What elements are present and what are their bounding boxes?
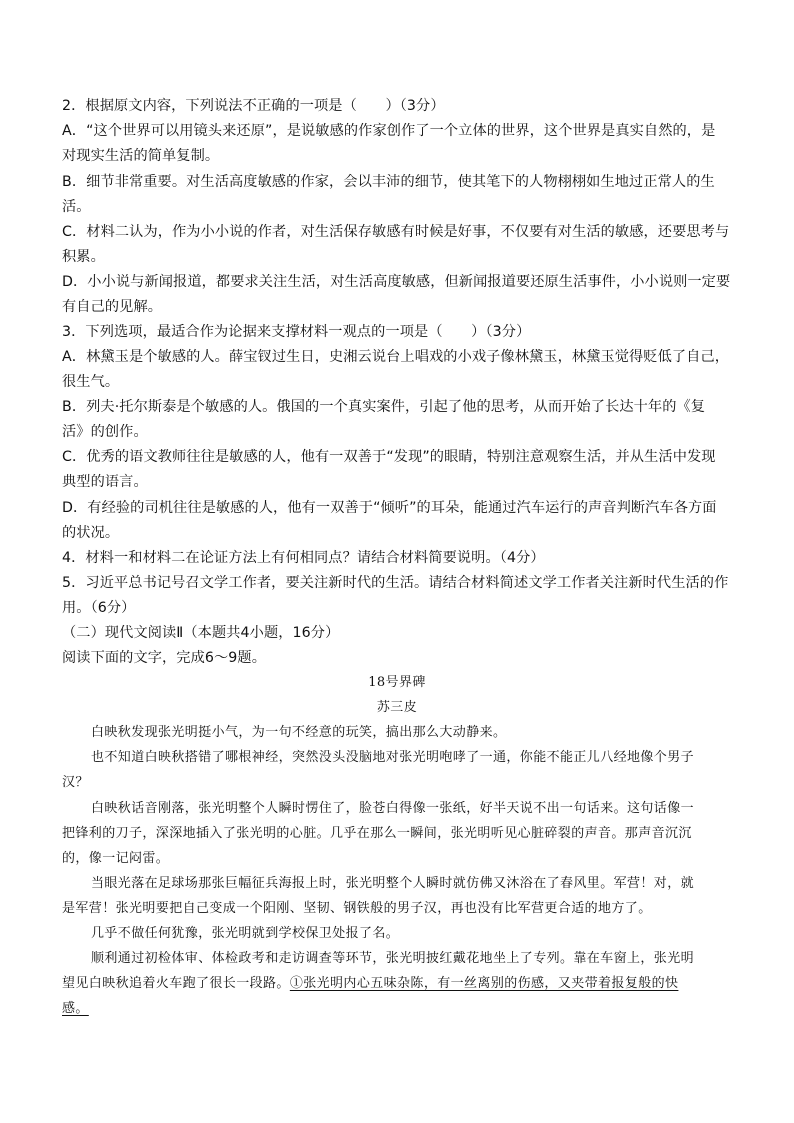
question-3-option-d: D．有经验的司机往往是敏感的人，他有一双善于“倾听”的耳朵，能通过汽车运行的声音判断汽车各方面 xyxy=(62,500,717,516)
story-title: 18号界碑 xyxy=(368,675,426,690)
question-2-option-d-cont: 有自己的见解。 xyxy=(62,299,163,315)
underlined-sentence-1: ①张光明内心五味杂陈，有一丝离别的伤感，又夹带着报复般的快 xyxy=(289,976,679,991)
question-3-option-a-cont: 很生气。 xyxy=(62,374,120,390)
reading-instruction: 阅读下面的文字，完成6～9题。 xyxy=(62,650,266,666)
story-paragraph-6: 顺利通过初检体审、体检政考和走访调查等环节，张光明披红戴花地坐上了专列。靠在车窗上，张光明 xyxy=(91,951,695,966)
question-3-option-b-cont: 活》的创作。 xyxy=(62,424,148,440)
story-paragraph-6-end xyxy=(62,997,734,1021)
question-3-stem: 3．下列选项，最适合作为论据来支撑材料一观点的一项是（ ）（3分） xyxy=(62,324,531,340)
question-2-option-c-cont: 积累。 xyxy=(62,249,105,265)
story-paragraph-6-cont xyxy=(62,972,734,996)
question-5-cont: 用。（6分） xyxy=(62,600,136,616)
underlined-sentence-1-end: 感。 xyxy=(62,1001,89,1016)
question-2-option-a-cont: 对现实生活的简单复制。 xyxy=(62,148,220,164)
story-paragraph-6-text: 望见白映秋追着火车跑了很长一段路。 xyxy=(62,976,290,991)
question-3-option-c: C．优秀的语文教师往往是敏感的人，他有一双善于“发现”的眼睛，特别注意观察生活，并从生活中发现 xyxy=(62,449,716,465)
question-2-option-c: C．材料二认为，作为小小说的作者，对生活保存敏感有时候是好事，不仅要有对生活的敏感，还要思考与 xyxy=(62,224,730,240)
question-3-option-c-cont: 典型的语言。 xyxy=(62,474,148,490)
question-3-option-b: B．列夫·托尔斯泰是个敏感的人。俄国的一个真实案件，引起了他的思考，从而开始了长达十年的《复 xyxy=(62,399,706,415)
story-paragraph-1: 白映秋发现张光明挺小气，为一句不经意的玩笑，搞出那么大动静来。 xyxy=(91,725,507,740)
story-paragraph-3-end: 的，像一记闷雷。 xyxy=(62,851,170,866)
question-2-option-d: D．小小说与新闻报道，都要求关注生活，对生活高度敏感，但新闻报道要还原生活事件，小小说则一定要 xyxy=(62,274,731,290)
story-paragraph-3-cont: 把锋利的刀子，深深地插入了张光明的心脏。几乎在那么一瞬间，张光明听见心脏碎裂的声音。那声音沉沉 xyxy=(62,826,692,841)
story-author: 苏三皮 xyxy=(376,700,418,715)
question-2-option-b-cont: 活。 xyxy=(62,199,91,215)
story-paragraph-4-cont: 是军营！张光明要把自己变成一个阳刚、坚韧、钢铁般的男子汉，再也没有比军营更合适的地方了。 xyxy=(62,901,652,916)
question-3-option-a: A．林黛玉是个敏感的人。薛宝钗过生日，史湘云说台上唱戏的小戏子像林黛玉，林黛玉觉得贬低了自己， xyxy=(62,349,730,365)
story-paragraph-2: 也不知道白映秋搭错了哪根神经，突然没头没脑地对张光明咆哮了一通，你能不能正儿八经地像个男子 xyxy=(91,750,695,765)
question-5: 5．习近平总书记号召文学工作者，要关注新时代的生活。请结合材料简述文学工作者关注新时代生活的作 xyxy=(62,575,729,591)
section-heading: （二）现代文阅读Ⅱ（本题共4小题，16分） xyxy=(62,625,340,641)
story-paragraph-3: 白映秋话音刚落，张光明整个人瞬时愣住了，脸苍白得像一张纸，好半天说不出一句话来。这句话像一 xyxy=(91,801,695,816)
story-paragraph-2-cont: 汉？ xyxy=(62,775,89,790)
story-paragraph-5: 几乎不做任何犹豫，张光明就到学校保卫处报了名。 xyxy=(91,926,400,941)
question-2-stem: 2．根据原文内容，下列说法不正确的一项是（ ）（3分） xyxy=(62,98,445,114)
question-3-option-d-cont: 的状况。 xyxy=(62,525,120,541)
question-2-option-a: A．“这个世界可以用镜头来还原”，是说敏感的作家创作了一个立体的世界，这个世界是真实自然的，是 xyxy=(62,123,716,139)
question-2-option-b: B．细节非常重要。对生活高度敏感的作家，会以丰沛的细节，使其笔下的人物栩栩如生地过正常人的生 xyxy=(62,174,715,190)
story-paragraph-4: 当眼光落在足球场那张巨幅征兵海报上时，张光明整个人瞬时就仿佛又沐浴在了春风里。军营！对，就 xyxy=(91,876,695,891)
question-4: 4．材料一和材料二在论证方法上有何相同点？请结合材料简要说明。（4分） xyxy=(62,550,545,566)
